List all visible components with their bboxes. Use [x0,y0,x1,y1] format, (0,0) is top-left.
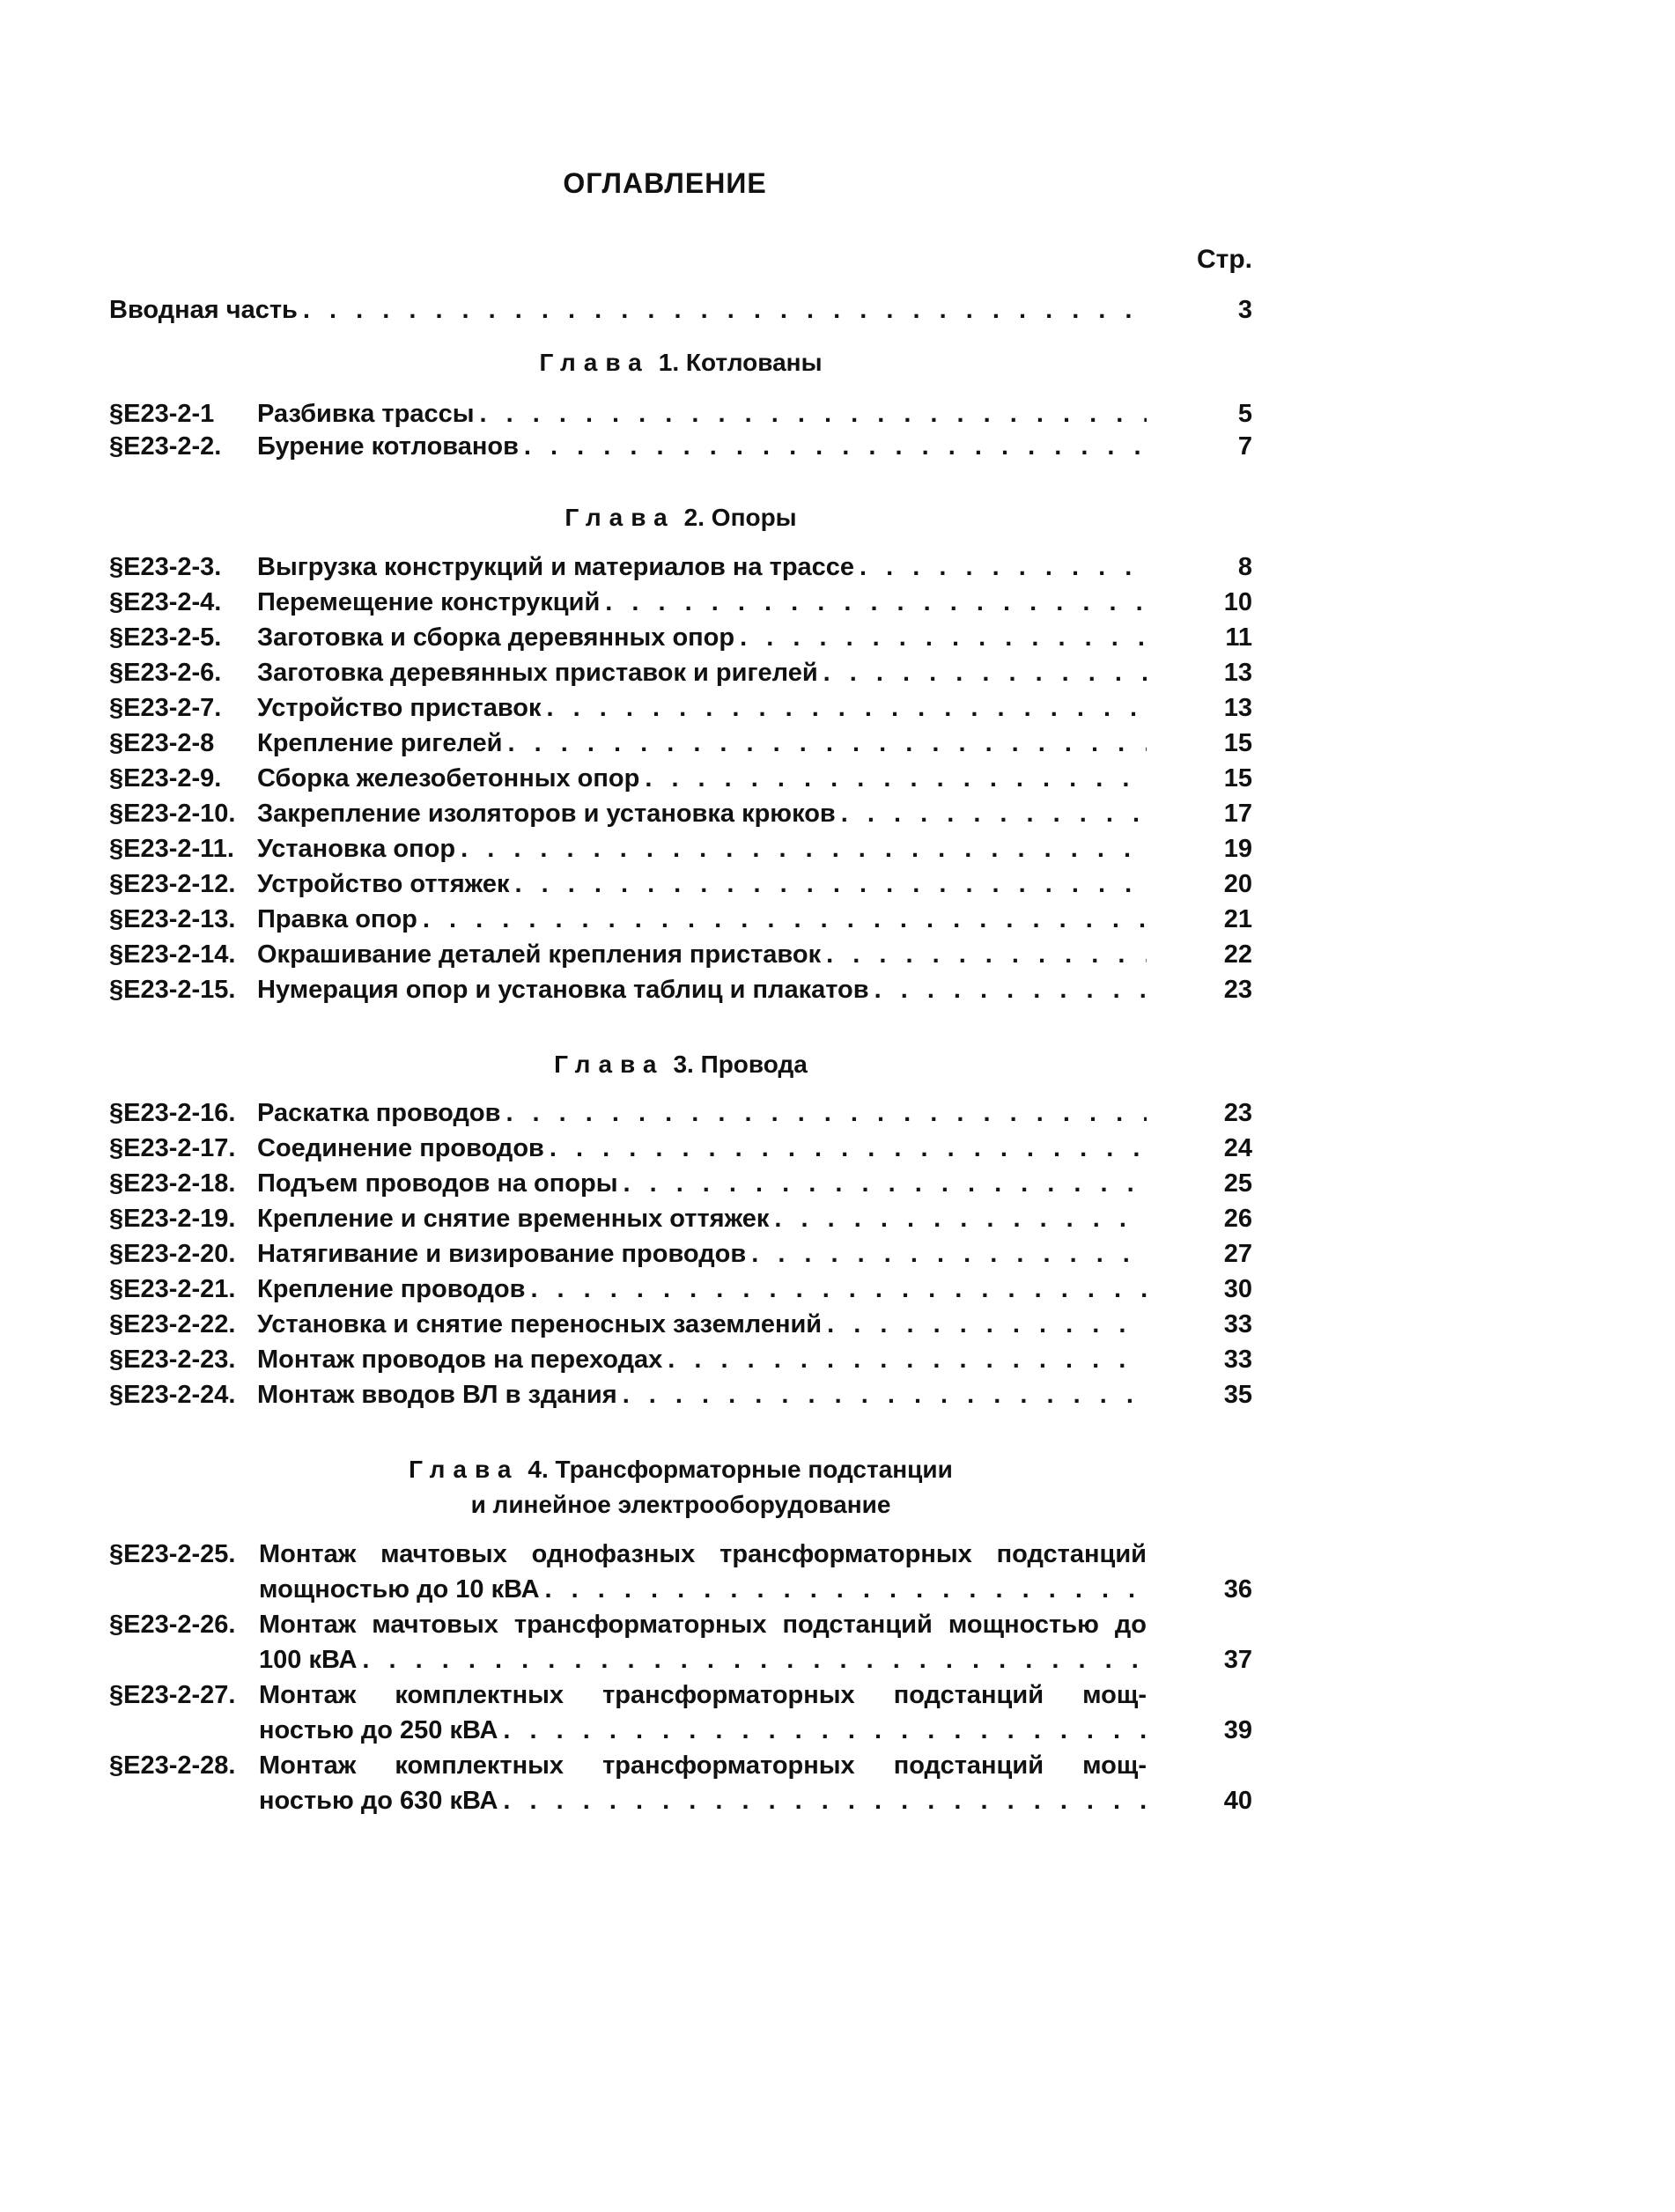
entry-page: 36 [1223,1575,1252,1604]
entry-page: 19 [1223,835,1252,863]
section-number: §E23-2-18. [109,1169,236,1198]
chapter-title: 3. Провода [673,1051,808,1078]
entry-page: 25 [1223,1169,1252,1198]
chapter-subtitle: и линейное электрооборудование [470,1491,891,1518]
section-number: §E23-2-2. [109,432,222,461]
chapter-heading-2 [109,501,1252,535]
section-number: §E23-2-24. [109,1381,236,1409]
section-number: §E23-2-20. [109,1240,236,1268]
entry-page: 5 [1237,400,1252,428]
leader-dots [841,796,1147,831]
section-number: §E23-2-1 [109,400,215,428]
chapter-heading-1 [109,346,1252,380]
entry-title: Монтаж проводов на переходах [257,1346,663,1374]
entry-title: Перемещение конструкций [257,588,601,616]
entry-title: Сборка железобетонных опор [257,764,640,793]
entry-page: 23 [1223,976,1252,1004]
page-title: ОГЛАВЛЕНИЕ [563,167,767,199]
entry-page: 7 [1237,432,1252,461]
section-number: §E23-2-14. [109,940,236,969]
leader-dots [774,1201,1147,1236]
leader-dots [751,1236,1147,1272]
entry-page: 22 [1223,940,1252,969]
entry-title-line1: Монтаж мачтовых однофазных трансформаторных подстанций [259,1540,1147,1568]
leader-dots [623,1166,1147,1201]
section-number: §E23-2-13. [109,905,236,933]
section-number: §E23-2-23. [109,1346,236,1374]
section-number: §E23-2-4. [109,588,222,616]
entry-title: Раскатка проводов [257,1099,501,1127]
entry-page: 37 [1223,1646,1252,1674]
entry-title: Крепление проводов [257,1275,526,1303]
section-number: §E23-2-11. [109,835,234,863]
entry-title: Разбивка трассы [257,400,475,428]
entry-title: Закрепление изоляторов и установка крюков [257,800,836,828]
section-number: §E23-2-27. [109,1681,236,1709]
section-number: §E23-2-12. [109,870,236,898]
entry-page: 3 [1237,296,1252,324]
chapter-label: Глава [539,349,650,376]
entry-page: 15 [1223,729,1252,757]
chapter-title: 1. Котлованы [658,349,823,376]
leader-dots [423,902,1147,937]
entry-page: 27 [1223,1240,1252,1268]
entry-title-line2: ностью до 250 кВА [259,1716,498,1744]
entry-page: 33 [1223,1310,1252,1338]
entry-title: Бурение котлованов [257,432,519,461]
entry-title: Монтаж вводов ВЛ в здания [257,1381,617,1409]
entry-title: Установка и снятие переносных заземлений [257,1310,823,1338]
entry-page: 30 [1223,1275,1252,1303]
entry-title: Натягивание и визирование проводов [257,1240,747,1268]
leader-dots [362,1642,1147,1677]
entry-title: Крепление ригелей [257,729,503,757]
entry-title-line1: Монтаж комплектных трансформаторных подстанций мощ- [259,1751,1147,1780]
chapter-label: Глава [564,504,675,531]
entry-page: 23 [1223,1099,1252,1127]
entry-page: 21 [1223,905,1252,933]
section-number: §E23-2-17. [109,1134,236,1162]
entry-title: Крепление и снятие временных оттяжек [257,1205,770,1233]
entry-title: Заготовка и сборка деревянных опор [257,623,735,652]
leader-dots [461,831,1147,866]
chapter-title: 2. Опоры [683,504,797,531]
leader-dots [550,1131,1147,1166]
entry-title: Устройство оттяжек [257,870,510,898]
entry-page: 11 [1225,623,1252,652]
entry-title: Установка опор [257,835,456,863]
entry-title: Правка опор [257,905,417,933]
leader-dots [524,429,1147,464]
leader-dots [545,1572,1147,1607]
page-column-label: Стр. [1196,245,1252,274]
chapter-heading-4 [109,1453,1252,1486]
entry-page: 10 [1223,588,1252,616]
section-number: §E23-2-10. [109,800,236,828]
entry-page: 13 [1223,659,1252,687]
leader-dots [826,937,1147,972]
leader-dots [740,620,1147,655]
entry-page: 26 [1223,1205,1252,1233]
section-number: §E23-2-16. [109,1099,236,1127]
leader-dots [547,690,1147,726]
entry-title: Выгрузка конструкций и материалов на трассе [257,553,855,581]
leader-dots [874,972,1147,1007]
entry-title-line2: ностью до 630 кВА [259,1787,498,1815]
entry-page: 20 [1223,870,1252,898]
entry-page: 39 [1223,1716,1252,1744]
section-number: §E23-2-22. [109,1310,236,1338]
section-number: §E23-2-6. [109,659,222,687]
entry-title: Соединение проводов [257,1134,544,1162]
entry-page: 8 [1237,553,1252,581]
section-number: §E23-2-21. [109,1275,236,1303]
entry-page: 35 [1223,1381,1252,1409]
leader-dots [530,1272,1147,1307]
leader-dots [508,726,1147,761]
section-number: §E23-2-8 [109,729,215,757]
entry-page: 24 [1223,1134,1252,1162]
section-number: §E23-2-26. [109,1611,236,1639]
leader-dots [623,1377,1147,1412]
section-number: §E23-2-28. [109,1751,236,1780]
section-number: §E23-2-9. [109,764,222,793]
section-number: §E23-2-3. [109,553,222,581]
entry-title-line1: Монтаж мачтовых трансформаторных подстанций мощностью до [259,1611,1147,1639]
chapter-label: Глава [554,1051,665,1078]
leader-dots [503,1783,1147,1818]
entry-title-line2: 100 кВА [259,1646,358,1674]
entry-title-line1: Монтаж комплектных трансформаторных подстанций мощ- [259,1681,1147,1709]
entry-page: 15 [1223,764,1252,793]
entry-page: 33 [1223,1346,1252,1374]
leader-dots [605,585,1147,620]
leader-dots [503,1713,1147,1748]
entry-title: Окрашивание деталей крепления приставок [257,940,822,969]
leader-dots [668,1342,1147,1377]
entry-page: 17 [1223,800,1252,828]
leader-dots [479,396,1147,431]
entry-title-line2: мощностью до 10 кВА [259,1575,540,1604]
entry-title: Вводная часть [109,296,298,324]
leader-dots [505,1095,1147,1131]
leader-dots [645,761,1147,796]
section-number: §E23-2-25. [109,1540,236,1568]
section-number: §E23-2-15. [109,976,236,1004]
entry-title: Устройство приставок [257,694,542,722]
entry-title: Нумерация опор и установка таблиц и плакатов [257,976,869,1004]
chapter-title: 4. Трансформаторные подстанции [528,1456,953,1483]
section-number: §E23-2-5. [109,623,222,652]
entry-page: 13 [1223,694,1252,722]
entry-page: 40 [1223,1787,1252,1815]
entry-title: Подъем проводов на опоры [257,1169,618,1198]
section-number: §E23-2-19. [109,1205,236,1233]
chapter-heading-3 [109,1048,1252,1081]
chapter-label: Глава [409,1456,520,1483]
leader-dots [823,655,1147,690]
leader-dots [827,1307,1147,1342]
entry-title: Заготовка деревянных приставок и ригелей [257,659,818,687]
leader-dots [860,549,1147,585]
leader-dots [303,292,1147,328]
leader-dots [515,866,1147,902]
section-number: §E23-2-7. [109,694,222,722]
